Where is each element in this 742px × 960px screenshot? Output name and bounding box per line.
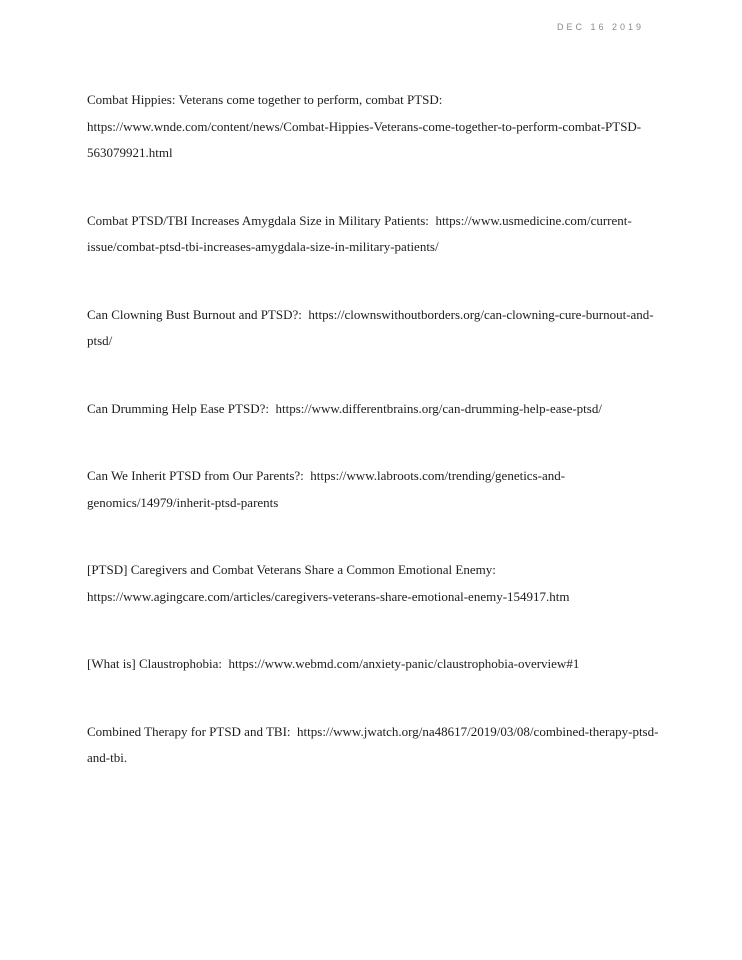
reference-url[interactable]: https://www.usmedicine.com/current-issue/combat-ptsd-tbi-increases-amygdala-size-in-military-patients/ xyxy=(87,212,632,254)
reference-title: [PTSD] Caregivers and Combat Veterans Share a Common Emotional Enemy: xyxy=(87,562,496,577)
reference-entry xyxy=(87,463,659,516)
reference-title: Can We Inherit PTSD from Our Parents?: xyxy=(87,468,304,483)
reference-entry xyxy=(87,302,659,355)
date-stamp: DEC 16 2019 xyxy=(556,22,644,32)
reference-url[interactable]: https://www.webmd.com/anxiety-panic/claustrophobia-overview#1 xyxy=(228,656,580,671)
reference-list xyxy=(87,87,659,813)
reference-title: Can Clowning Bust Burnout and PTSD?: xyxy=(87,306,302,322)
reference-url[interactable]: https://www.labroots.com/trending/genetics-and-genomics/14979/inherit-ptsd-parents xyxy=(87,468,566,510)
reference-entry xyxy=(87,208,659,261)
reference-url[interactable]: https://www.differentbrains.org/can-drumming-help-ease-ptsd/ xyxy=(275,400,602,416)
reference-title: Combat Hippies: Veterans come together to perform, combat PTSD: xyxy=(87,92,443,107)
reference-url[interactable]: https://www.wnde.com/content/news/Combat-Hippies-Veterans-come-together-to-perform-combat-PTSD-563079921.html xyxy=(87,118,642,160)
reference-entry xyxy=(87,557,659,610)
reference-url[interactable]: https://www.jwatch.org/na48617/2019/03/08/combined-therapy-ptsd-and-tbi. xyxy=(87,723,659,765)
reference-entry xyxy=(87,87,659,167)
reference-url[interactable]: https://www.agingcare.com/articles/caregivers-veterans-share-emotional-enemy-154917.htm xyxy=(87,588,570,604)
reference-url[interactable]: https://clownswithoutborders.org/can-clowning-cure-burnout-and-ptsd/ xyxy=(87,306,654,348)
reference-title: Can Drumming Help Ease PTSD?: xyxy=(87,400,269,416)
reference-title: Combined Therapy for PTSD and TBI: xyxy=(87,723,291,739)
reference-entry xyxy=(87,719,659,772)
reference-title: Combat PTSD/TBI Increases Amygdala Size in Military Patients: xyxy=(87,212,429,228)
reference-entry xyxy=(87,651,659,678)
reference-title: [What is] Claustrophobia: xyxy=(87,656,223,671)
reference-entry xyxy=(87,396,659,423)
